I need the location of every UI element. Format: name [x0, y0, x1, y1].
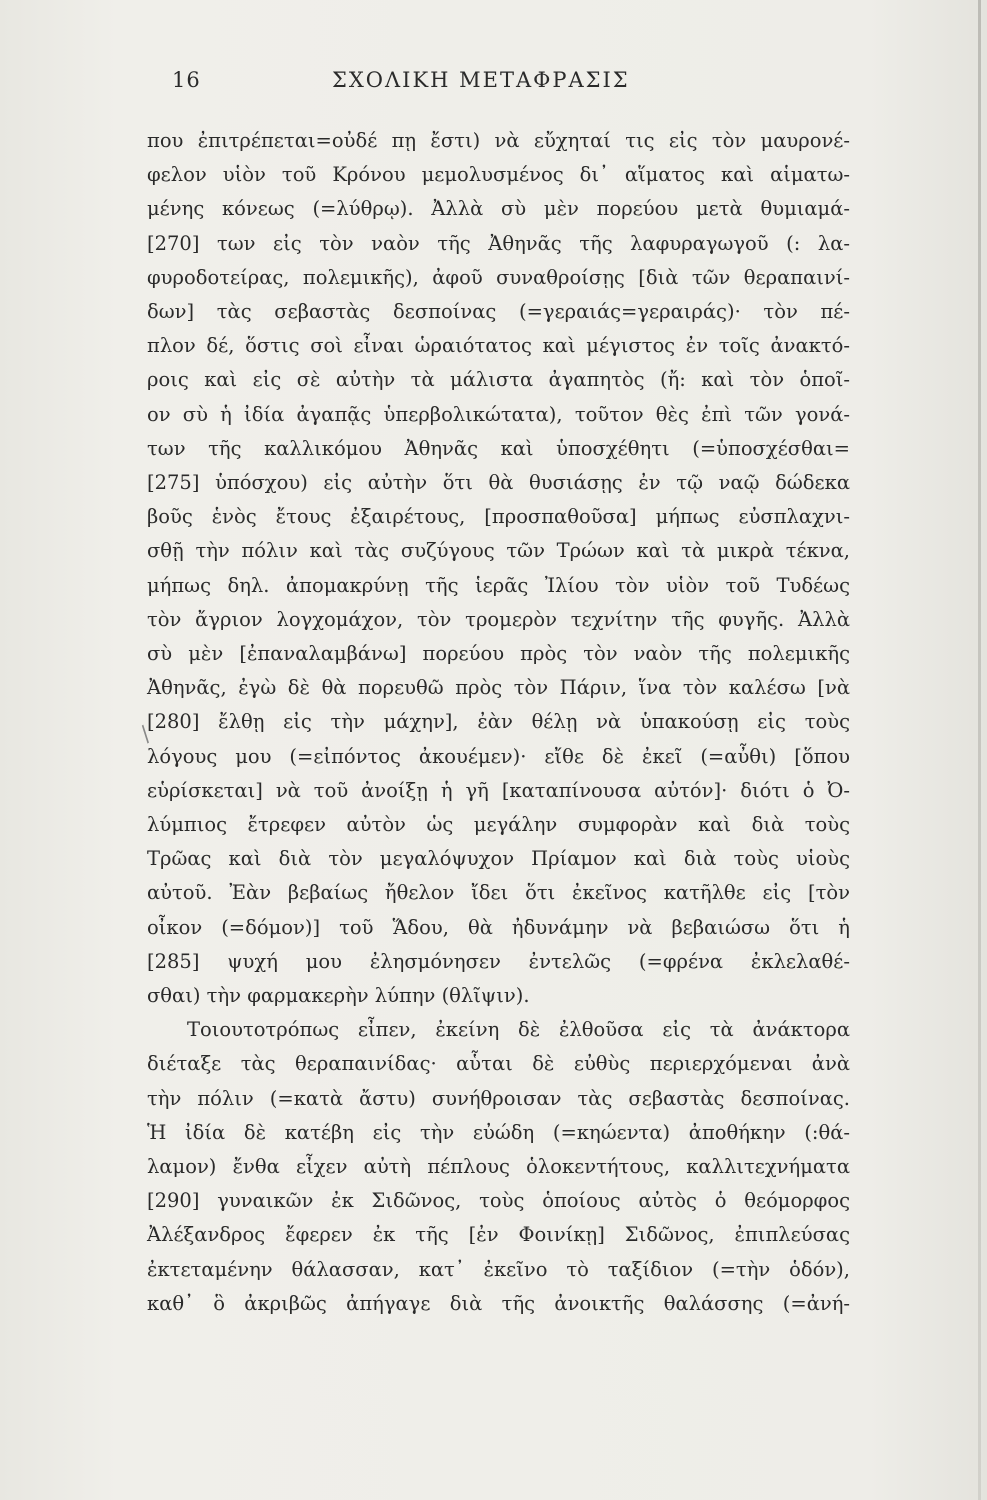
- text-line: Ἡ ἰδία δὲ κατέβη εἰς τὴν εὐώδη (=κηώεντα) ἀποθήκην (:θά-: [147, 1120, 850, 1144]
- margin-mark: /: [135, 722, 156, 747]
- text-line: Τρῶας καὶ διὰ τὸν μεγαλόψυχον Πρίαμον καὶ διὰ τοὺς υἱοὺς: [147, 847, 850, 871]
- text-line: διέταξε τὰς θεραπαινίδας· αὗται δὲ εὐθὺς περιερχόμεναι ἀνὰ: [147, 1052, 850, 1076]
- text-line: [270] των εἰς τὸν ναὸν τῆς Ἀθηνᾶς τῆς λαφυραγωγοῦ (: λα-: [147, 231, 850, 255]
- text-line: σθαι) τὴν φαρμακερὴν λύπην (θλῖψιν).: [147, 984, 530, 1007]
- text-line: οἶκον (=δόμον)] τοῦ Ἅδου, θὰ ἠδυνάμην νὰ βεβαιώσω ὅτι ἡ: [147, 915, 850, 939]
- text-line: σὺ μὲν [ἐπαναλαμβάνω] πορεύου πρὸς τὸν ναὸν τῆς πολεμικῆς: [147, 642, 850, 665]
- text-line: τὸν ἄγριον λογχομάχον, τὸν τρομερὸν τεχνίτην τῆς φυγῆς. Ἀλλὰ: [147, 607, 850, 631]
- text-line: Τοιουτοτρόπως εἶπεν, ἐκείνη δὲ ἐλθοῦσα εἰς τὰ ἀνάκτορα: [187, 1018, 850, 1042]
- text-line: λαμον) ἔνθα εἶχεν αὐτὴ πέπλους ὁλοκεντήτους, καλλιτεχνήματα: [147, 1155, 850, 1178]
- text-line: μήπως δηλ. ἀπομακρύνῃ τῆς ἱερᾶς Ἰλίου τὸν υἱὸν τοῦ Τυδέως: [147, 573, 850, 597]
- text-line: δων] τὰς σεβαστὰς δεσποίνας (=γεραιάς=γεραιράς)· τὸν πέ-: [147, 300, 850, 323]
- page-edge: [978, 0, 981, 1500]
- text-line: μένης κόνεως (=λύθρῳ). Ἀλλὰ σὺ μὲν πορεύου μετὰ θυμιαμά-: [147, 197, 850, 221]
- text-line: ροις καὶ εἰς σὲ αὐτὴν τὰ μάλιστα ἀγαπητὸς (ἤ: καὶ τὸν ὁποῖ-: [147, 368, 850, 392]
- text-line: εὑρίσκεται] νὰ τοῦ ἀνοίξῃ ἡ γῆ [καταπίνουσα αὐτόν]· διότι ὁ Ὀ-: [147, 778, 850, 802]
- text-line: τὴν πόλιν (=κατὰ ἄστυ) συνήθροισαν τὰς σεβαστὰς δεσποίνας.: [147, 1086, 850, 1110]
- text-line: των τῆς καλλικόμου Ἀθηνᾶς καὶ ὑποσχέθητι (=ὑποσχέσθαι=: [147, 436, 850, 460]
- text-line: Ἀλέξανδρος ἔφερεν ἐκ τῆς [ἐν Φοινίκῃ] Σιδῶνος, ἐπιπλεύσας: [147, 1223, 850, 1247]
- text-line: σθῇ τὴν πόλιν καὶ τὰς συζύγους τῶν Τρώων καὶ τὰ μικρὰ τέκνα,: [147, 539, 850, 563]
- text-line: λόγους μου (=εἰπόντος ἀκουέμεν)· εἴθε δὲ ἐκεῖ (=αὖθι) [ὅπου: [147, 744, 850, 768]
- text-line: βοῦς ἑνὸς ἔτους ἐξαιρέτους, [προσπαθοῦσα] μήπως εὐσπλαχνι-: [147, 505, 850, 529]
- text-line: φελον υἱὸν τοῦ Κρόνου μεμολυσμένος δι᾽ αἵματος καὶ αἱματω-: [147, 163, 850, 187]
- text-line: πλον δέ, ὅστις σοὶ εἶναι ὡραιότατος καὶ μέγιστος ἐν τοῖς ἀνακτό-: [147, 334, 850, 358]
- text-line: φυροδοτείρας, πολεμικῆς), ἀφοῦ συναθροίσῃς [διὰ τῶν θεραπαινί-: [147, 265, 850, 289]
- text-line: που ἐπιτρέπεται=οὐδέ πῃ ἔστι) νὰ εὔχηταί τις εἰς τὸν μαυρονέ-: [147, 129, 850, 152]
- text-line: [280] ἔλθῃ εἰς τὴν μάχην], ἐὰν θέλῃ νὰ ὑπακούσῃ εἰς τοὺς: [147, 710, 850, 734]
- text-line: αὐτοῦ. Ἐὰν βεβαίως ἤθελον ἴδει ὅτι ἐκεῖνος κατῆλθε εἰς [τὸν: [147, 881, 850, 905]
- text-line: [275] ὑπόσχου) εἰς αὐτὴν ὅτι θὰ θυσιάσῃς ἐν τῷ ναῷ δώδεκα: [147, 471, 850, 494]
- text-line: ἐκτεταμένην θάλασσαν, κατ᾽ ἐκεῖνο τὸ ταξίδιον (=τὴν ὁδόν),: [147, 1257, 850, 1281]
- text-line: Ἀθηνᾶς, ἐγὼ δὲ θὰ πορευθῶ πρὸς τὸν Πάριν, ἵνα τὸν καλέσω [νὰ: [147, 676, 850, 700]
- text-line: ον σὺ ἡ ἰδία ἀγαπᾷς ὑπερβολικώτατα), τοῦτον θὲς ἐπὶ τῶν γονά-: [147, 402, 850, 426]
- running-title: ΣΧΟΛΙΚΗ ΜΕΤΑΦΡΑΣΙΣ: [332, 68, 630, 92]
- page-number: 16: [172, 68, 201, 92]
- text-line: καθ᾽ ὃ ἀκριβῶς ἀπήγαγε διὰ τῆς ἀνοικτῆς θαλάσσης (=ἀνή-: [147, 1291, 850, 1315]
- page-header: [0, 68, 987, 104]
- text-line: [285] ψυχή μου ἐλησμόνησεν ἐντελῶς (=φρένα ἐκλελαθέ-: [147, 949, 850, 973]
- text-line: λύμπιος ἔτρεφεν αὐτὸν ὡς μεγάλην συμφορὰν καὶ διὰ τοὺς: [147, 813, 850, 836]
- text-line: [290] γυναικῶν ἐκ Σιδῶνος, τοὺς ὁποίους αὐτὸς ὁ θεόμορφος: [147, 1189, 850, 1213]
